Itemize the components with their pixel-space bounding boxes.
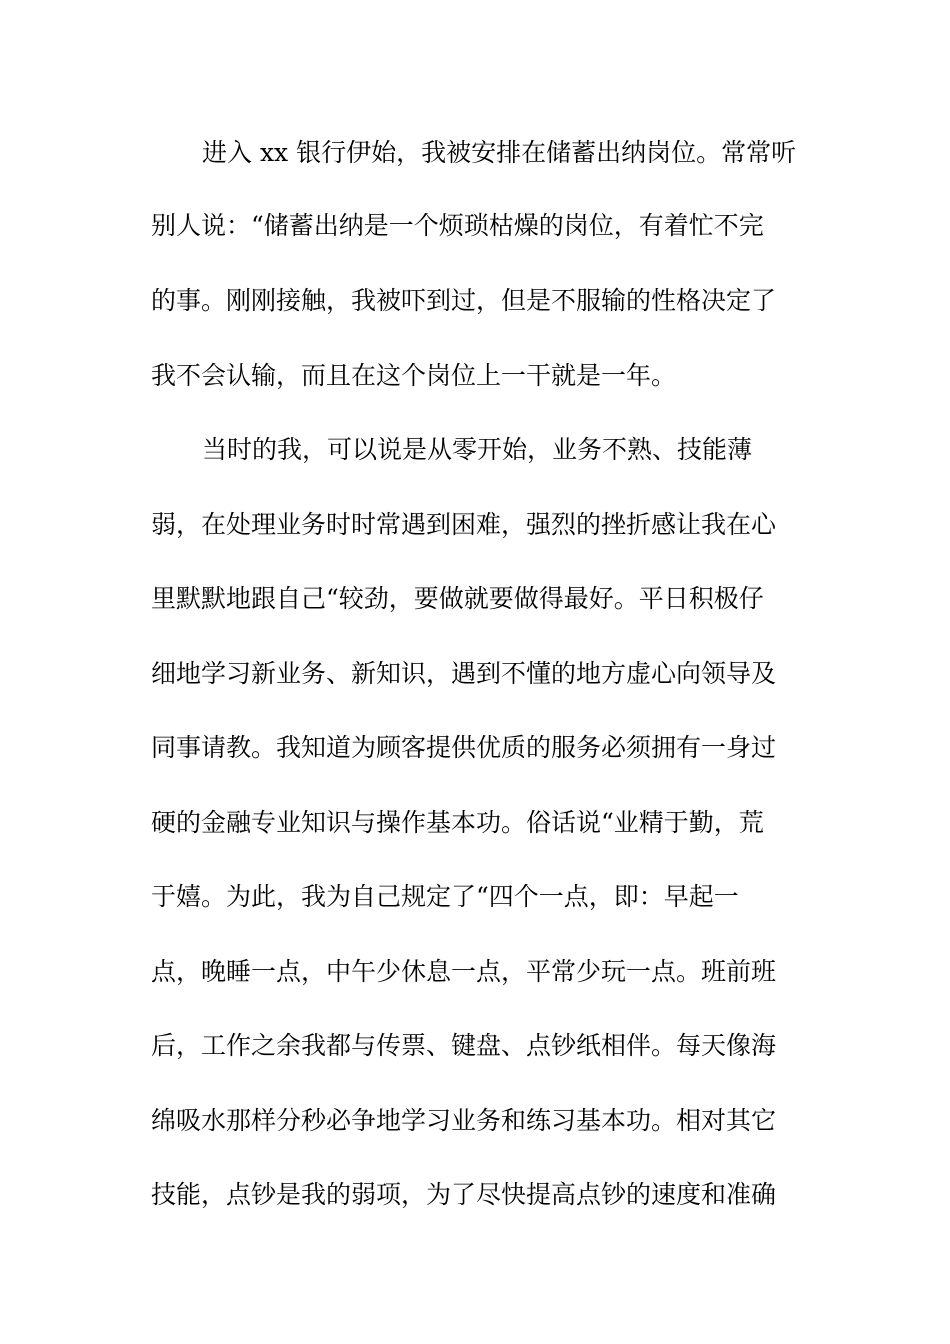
paragraph-1-line-2: 别人说：“储蓄出纳是一个烦琐枯燥的岗位，有着忙不完	[151, 211, 764, 240]
paragraph-2-line-8: 点，晚睡一点，中午少休息一点，平常少玩一点。班前班	[151, 957, 777, 986]
paragraph-1-line-3: 的事。刚刚接触，我被吓到过，但是不服输的性格决定了	[151, 286, 777, 315]
paragraph-2-line-4: 细地学习新业务、新知识，遇到不懂的地方虚心向领导及	[151, 659, 777, 688]
paragraph-2-line-6: 硬的金融专业知识与操作基本功。俗话说“业精于勤，荒	[151, 808, 764, 837]
paragraph-2-line-11: 技能，点钞是我的弱项，为了尽快提高点钞的速度和准确	[151, 1180, 777, 1209]
paragraph-2-line-7: 于嬉。为此，我为自己规定了“四个一点，即：早起一	[151, 882, 739, 911]
paragraph-1-line-4: 我不会认输，而且在这个岗位上一干就是一年。	[151, 361, 677, 390]
paragraph-1-line-1: 进入 xx 银行伊始，我被安排在储蓄出纳岗位。常常听	[202, 138, 797, 167]
paragraph-2-line-5: 同事请教。我知道为顾客提供优质的服务必须拥有一身过	[151, 733, 777, 762]
paragraph-2-line-3: 里默默地跟自己“较劲，要做就要做得最好。平日积极仔	[151, 584, 764, 613]
paragraph-2-line-2: 弱，在处理业务时时常遇到困难，强烈的挫折感让我在心	[151, 510, 777, 539]
paragraph-2-line-9: 后，工作之余我都与传票、键盘、点钞纸相伴。每天像海	[151, 1031, 777, 1060]
paragraph-2-line-1: 当时的我，可以说是从零开始，业务不熟、技能薄	[202, 435, 753, 464]
paragraph-2-line-10: 绵吸水那样分秒必争地学习业务和练习基本功。相对其它	[151, 1106, 777, 1135]
